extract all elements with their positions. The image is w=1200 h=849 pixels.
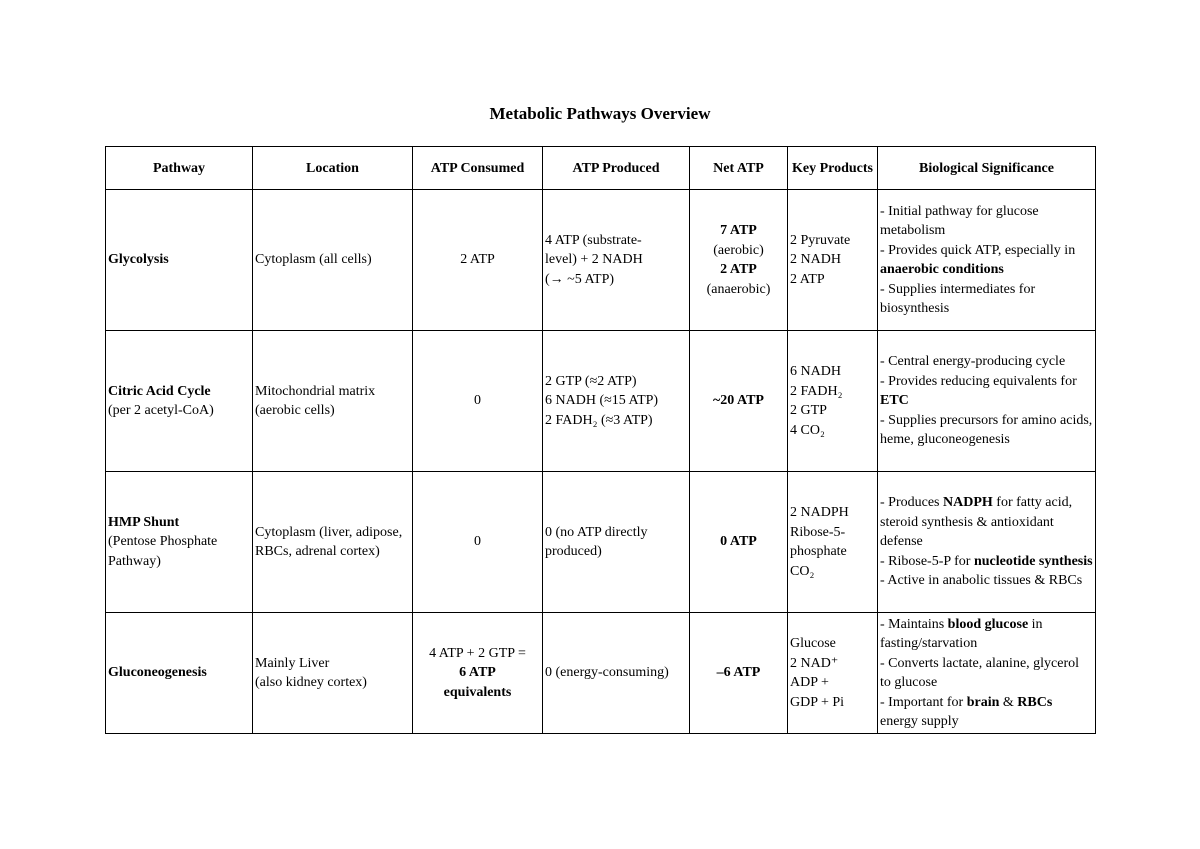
pathway-name: Glycolysis [108, 252, 169, 268]
atp-consumed-cell: 4 ATP + 2 GTP = 6 ATP equivalents [413, 613, 543, 734]
pathway-name: Citric Acid Cycle [108, 383, 211, 399]
location-cell: Cytoplasm (liver, adipose, RBCs, adrenal cortex) [253, 472, 413, 613]
header-net-atp: Net ATP [690, 147, 788, 190]
key-products-cell: 2 NADPH Ribose-5-phosphate CO₂ [788, 472, 878, 613]
significance-cell: - Produces NADPH for fatty acid, steroid synthesis & antioxidant defense - Ribose-5-P for nucleotide synthesis - Active in anabolic tissues & RBCs [878, 472, 1096, 613]
pathway-cell [106, 190, 253, 331]
atp-produced-cell: 4 ATP (substrate- level) + 2 NADH (→ ~5 ATP) [543, 190, 690, 331]
atp-consumed-cell: 0 [413, 331, 543, 472]
header-significance: Biological Significance [878, 147, 1096, 190]
key-products-cell: 2 Pyruvate 2 NADH 2 ATP [788, 190, 878, 331]
pathway-cell [106, 472, 253, 613]
header-atp-consumed: ATP Consumed [413, 147, 543, 190]
table-row [106, 613, 1096, 734]
pathway-cell [106, 613, 253, 734]
net-atp-cell: ~20 ATP [690, 331, 788, 472]
location-cell: Cytoplasm (all cells) [253, 190, 413, 331]
atp-consumed-cell: 2 ATP [413, 190, 543, 331]
net-atp-cell: –6 ATP [690, 613, 788, 734]
pathway-name: Gluconeogenesis [108, 665, 207, 681]
key-products-cell: Glucose 2 NAD⁺ ADP + GDP + Pi [788, 613, 878, 734]
atp-consumed-cell: 0 [413, 472, 543, 613]
header-row [106, 147, 1096, 190]
pathway-subtitle: (per 2 acetyl-CoA) [108, 403, 214, 418]
atp-produced-cell: 0 (no ATP directly produced) [543, 472, 690, 613]
atp-produced-cell: 2 GTP (≈2 ATP) 6 NADH (≈15 ATP) 2 FADH₂ (≈3 ATP) [543, 331, 690, 472]
header-atp-produced: ATP Produced [543, 147, 690, 190]
atp-produced-cell: 0 (energy-consuming) [543, 613, 690, 734]
key-products-cell: 6 NADH 2 FADH₂ 2 GTP 4 CO₂ [788, 331, 878, 472]
location-cell: Mitochondrial matrix (aerobic cells) [253, 331, 413, 472]
table-row [106, 190, 1096, 331]
net-atp-cell: 0 ATP [690, 472, 788, 613]
pathway-cell [106, 331, 253, 472]
pathway-subtitle: (Pentose Phosphate Pathway) [108, 534, 218, 569]
net-atp-cell: 7 ATP (aerobic) 2 ATP (anaerobic) [690, 190, 788, 331]
header-location: Location [253, 147, 413, 190]
header-key-products: Key Products [788, 147, 878, 190]
pathway-name: HMP Shunt [108, 514, 180, 530]
significance-cell: - Initial pathway for glucose metabolism - Provides quick ATP, especially in anaerobic conditions - Supplies intermediates for biosynthesis [878, 190, 1096, 331]
table-row [106, 472, 1096, 613]
pathways-table [105, 146, 1096, 734]
table-row [106, 331, 1096, 472]
significance-cell: - Central energy-producing cycle - Provides reducing equivalents for ETC - Supplies precursors for amino acids, heme, gluconeogenesis [878, 331, 1096, 472]
header-pathway: Pathway [106, 147, 253, 190]
location-cell: Mainly Liver (also kidney cortex) [253, 613, 413, 734]
significance-cell: - Maintains blood glucose in fasting/starvation - Converts lactate, alanine, glycerol to glucose - Important for brain & RBCs energy supply [878, 613, 1096, 734]
page-title: Metabolic Pathways Overview [489, 104, 711, 123]
